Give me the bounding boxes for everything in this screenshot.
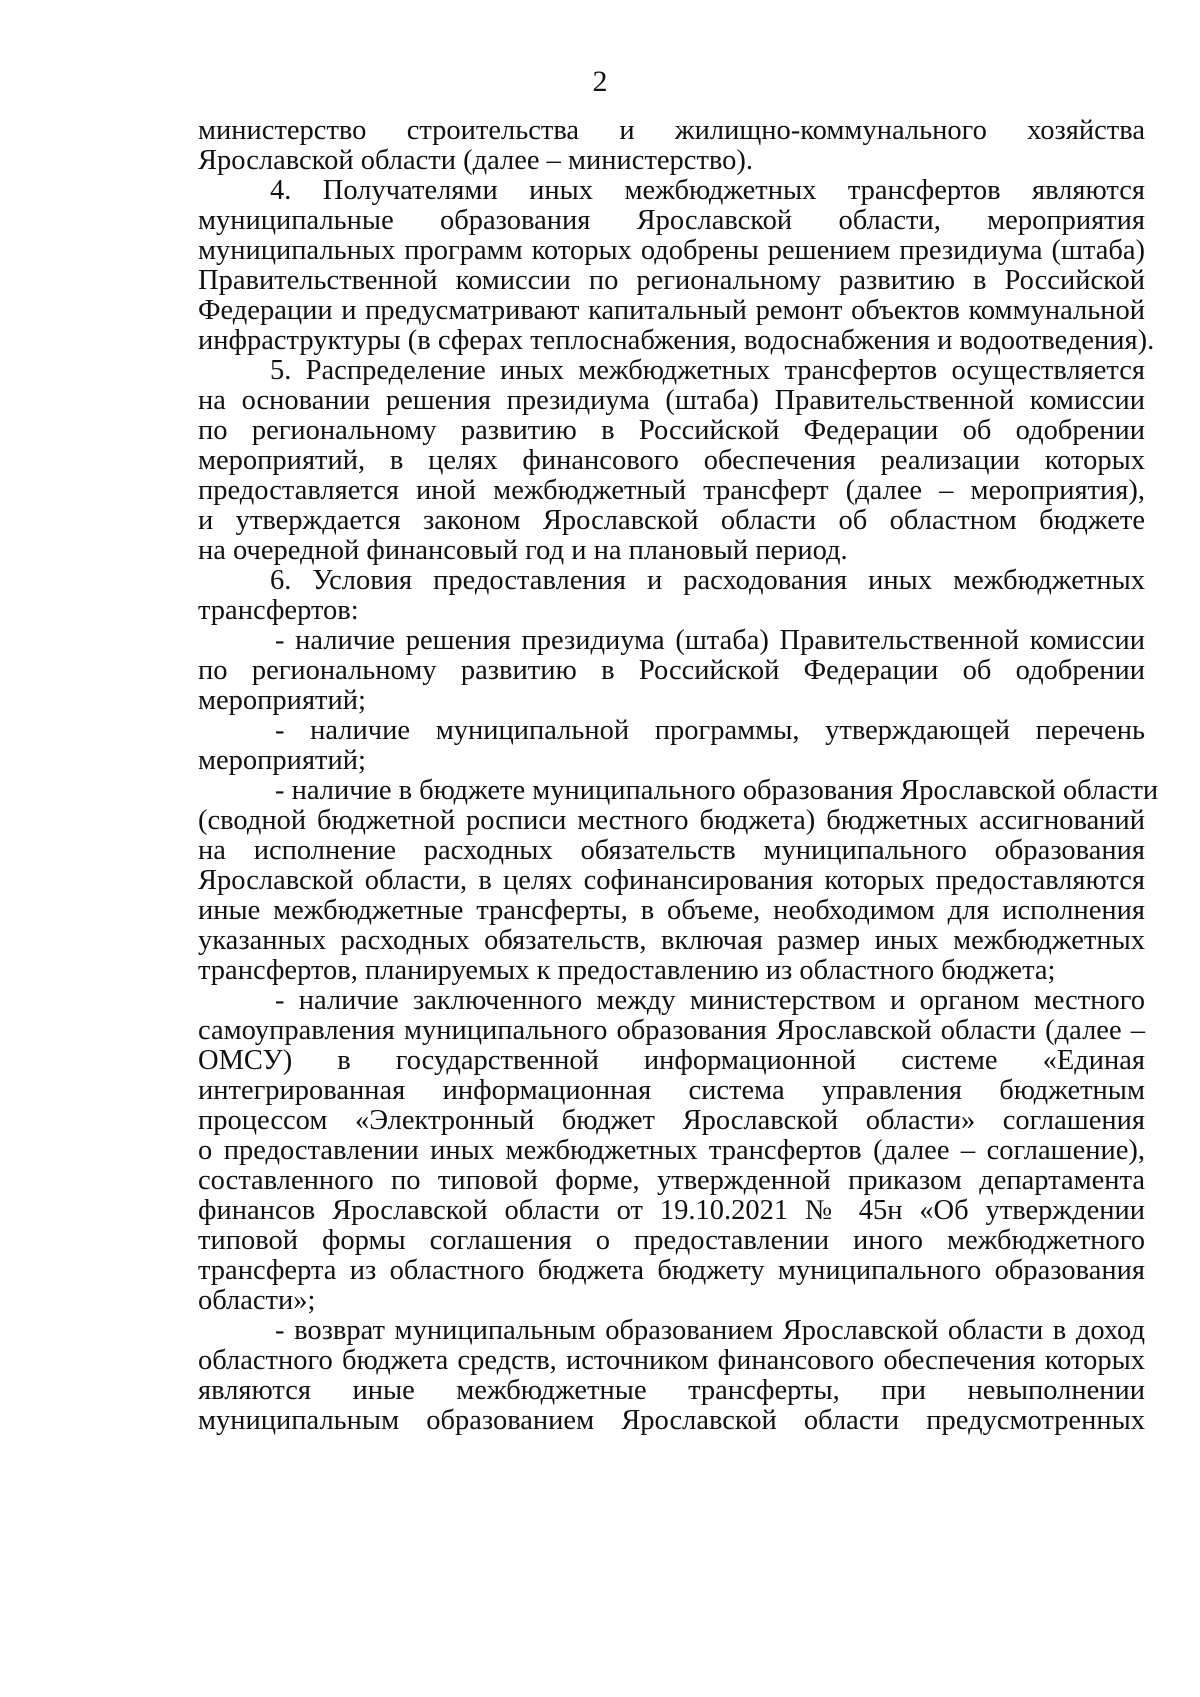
text-line: финансов Ярославской области от 19.10.2021 № 45н «Об утверждении: [198, 1195, 1145, 1226]
text-line: на основании решения президиума (штаба) Правительственной комиссии: [198, 385, 1145, 416]
text-line: и утверждается законом Ярославской области об областном бюджете: [198, 505, 1145, 536]
paragraph-4-first-line: 4. Получателями иных межбюджетных трансфертов являются: [270, 175, 1145, 206]
paragraph-5-first-line: 5. Распределение иных межбюджетных трансфертов осуществляется: [270, 355, 1145, 386]
text-line: областного бюджета средств, источником финансового обеспечения которых: [198, 1345, 1145, 1376]
text-line: области»;: [198, 1285, 316, 1316]
text-line: по региональному развитию в Российской Федерации об одобрении: [198, 415, 1145, 446]
text-line: указанных расходных обязательств, включая размер иных межбюджетных: [198, 925, 1145, 956]
text-line: составленного по типовой форме, утвержденной приказом департамента: [198, 1165, 1145, 1196]
text-line: муниципальных программ которых одобрены решением президиума (штаба): [198, 235, 1145, 266]
text-line: самоуправления муниципального образования Ярославской области (далее –: [198, 1015, 1145, 1046]
text-line: Ярославской области, в целях софинансирования которых предоставляются: [198, 865, 1145, 896]
text-line: муниципальным образованием Ярославской области предусмотренных: [198, 1405, 1145, 1436]
text-line: инфраструктуры (в сферах теплоснабжения, водоснабжения и водоотведения).: [198, 325, 1155, 356]
text-line: иные межбюджетные трансферты, в объеме, необходимом для исполнения: [198, 895, 1145, 926]
text-line: трансфертов:: [198, 595, 359, 626]
text-line: типовой формы соглашения о предоставлении иного межбюджетного: [198, 1225, 1145, 1256]
text-line: Ярославской области (далее – министерство).: [198, 145, 754, 176]
text-line: трансферта из областного бюджета бюджету муниципального образования: [198, 1255, 1145, 1286]
text-line: о предоставлении иных межбюджетных трансфертов (далее – соглашение),: [198, 1135, 1145, 1166]
text-line: мероприятий;: [198, 745, 366, 776]
text-line: интегрированная информационная система управления бюджетным: [198, 1075, 1145, 1106]
text-line: Правительственной комиссии по региональному развитию в Российской: [198, 265, 1145, 296]
condition-item-1: - наличие решения президиума (штаба) Правительственной комиссии: [275, 625, 1145, 656]
text-line: министерство строительства и жилищно-коммунального хозяйства: [198, 115, 1145, 146]
text-line: мероприятий, в целях финансового обеспечения реализации которых: [198, 445, 1145, 476]
condition-item-2: - наличие муниципальной программы, утверждающей перечень: [275, 715, 1145, 746]
text-line: ОМСУ) в государственной информационной системе «Единая: [198, 1045, 1145, 1076]
condition-item-3: - наличие в бюджете муниципального образования Ярославской области: [275, 775, 1159, 806]
page-number: 2: [592, 65, 608, 98]
text-line: являются иные межбюджетные трансферты, при невыполнении: [198, 1375, 1145, 1406]
condition-item-4: - наличие заключенного между министерством и органом местного: [275, 985, 1145, 1016]
text-line: процессом «Электронный бюджет Ярославской области» соглашения: [198, 1105, 1145, 1136]
text-line: по региональному развитию в Российской Федерации об одобрении: [198, 655, 1145, 686]
text-line: мероприятий;: [198, 685, 366, 716]
text-line: на исполнение расходных обязательств муниципального образования: [198, 835, 1145, 866]
text-line: на очередной финансовый год и на плановый период.: [198, 535, 848, 566]
text-line: трансфертов, планируемых к предоставлению из областного бюджета;: [198, 955, 1056, 986]
text-line: предоставляется иной межбюджетный трансферт (далее – мероприятия),: [198, 475, 1145, 506]
text-line: (сводной бюджетной росписи местного бюджета) бюджетных ассигнований: [198, 805, 1145, 836]
condition-item-5: - возврат муниципальным образованием Ярославской области в доход: [275, 1315, 1145, 1346]
paragraph-6-first-line: 6. Условия предоставления и расходования иных межбюджетных: [270, 565, 1145, 596]
text-line: Федерации и предусматривают капитальный ремонт объектов коммунальной: [198, 295, 1145, 326]
text-line: муниципальные образования Ярославской области, мероприятия: [198, 205, 1145, 236]
